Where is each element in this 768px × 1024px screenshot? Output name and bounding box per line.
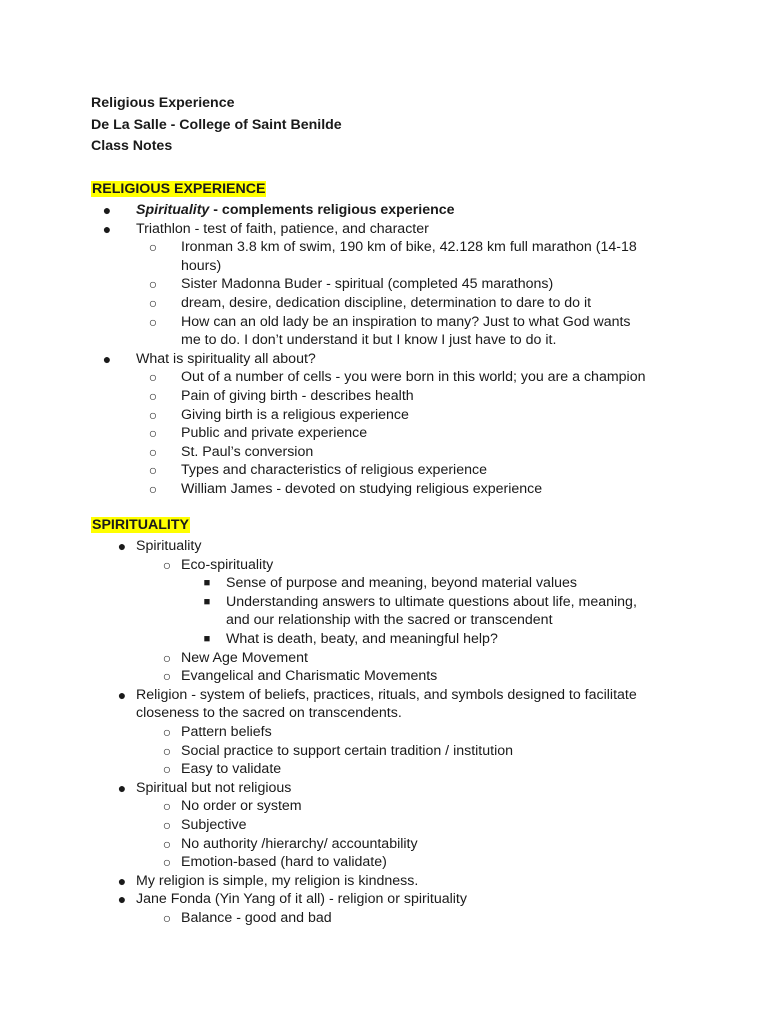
disc-bullet-icon: ● — [102, 220, 112, 237]
list-item: Pattern beliefs — [181, 724, 272, 740]
disc-bullet-icon: ● — [117, 891, 127, 908]
disc-bullet-icon: ● — [117, 779, 127, 796]
circle-bullet-icon: ○ — [162, 742, 172, 759]
list-item-continuation: closeness to the sacred on transcendents. — [136, 705, 402, 722]
circle-bullet-icon: ○ — [162, 556, 172, 573]
list-item: Spirituality — [136, 538, 202, 554]
circle-bullet-icon: ○ — [148, 462, 158, 479]
circle-bullet-icon: ○ — [148, 295, 158, 311]
list-item: Sense of purpose and meaning, beyond material values — [226, 575, 577, 592]
square-bullet-icon: ■ — [203, 577, 211, 590]
list-item: What is death, beaty, and meaningful help? — [226, 631, 498, 647]
list-item: Pain of giving birth - describes health — [181, 388, 414, 404]
disc-bullet-icon: ● — [102, 202, 112, 218]
list-item: Public and private experience — [181, 425, 368, 442]
circle-bullet-icon: ○ — [148, 388, 158, 404]
list-item: How can an old lady be an inspiration to many? Just to what God wants — [181, 313, 631, 330]
list-item: St. Paul’s conversion — [181, 443, 314, 460]
circle-bullet-icon: ○ — [148, 406, 158, 423]
list-item-continuation: and our relationship with the sacred or transcendent — [226, 612, 553, 629]
list-item: Triathlon - test of faith, patience, and character — [136, 220, 429, 237]
list-item: Eco-spirituality — [181, 556, 274, 573]
square-bullet-icon: ■ — [203, 633, 211, 645]
list-item: Types and characteristics of religious experience — [181, 462, 487, 479]
highlighted-heading-text: SPIRITUALITY — [92, 517, 189, 533]
section-heading — [91, 180, 266, 198]
list-item: Understanding answers to ultimate questions about life, meaning, — [226, 593, 637, 610]
list-item: What is spirituality all about? — [136, 350, 316, 367]
circle-bullet-icon: ○ — [162, 835, 172, 852]
circle-bullet-icon: ○ — [148, 481, 158, 497]
list-item: Out of a number of cells - you were born in this world; you are a champion — [181, 369, 646, 386]
list-item: Jane Fonda (Yin Yang of it all) - religion or spirituality — [136, 891, 467, 908]
disc-bullet-icon: ● — [102, 350, 112, 367]
emphasized-term: Spirituality — [136, 202, 210, 218]
disc-bullet-icon: ● — [117, 686, 127, 703]
list-item — [136, 201, 455, 219]
list-item: Giving birth is a religious experience — [181, 406, 409, 423]
circle-bullet-icon: ○ — [148, 369, 158, 386]
doc-title: Religious Experience — [91, 95, 235, 111]
disc-bullet-icon: ● — [117, 538, 127, 554]
disc-bullet-icon: ● — [117, 872, 127, 889]
list-item-continuation: me to do. I don’t understand it but I know I just have to do it. — [181, 332, 557, 349]
list-item: Religion - system of beliefs, practices, rituals, and symbols designed to facilitate — [136, 686, 637, 703]
list-item: Balance - good and bad — [181, 910, 332, 926]
circle-bullet-icon: ○ — [148, 313, 158, 330]
circle-bullet-icon: ○ — [162, 668, 172, 685]
circle-bullet-icon: ○ — [162, 817, 172, 833]
list-item: New Age Movement — [181, 649, 308, 666]
doc-school: De La Salle - College of Saint Benilde — [91, 117, 342, 133]
list-item: No authority /hierarchy/ accountability — [181, 835, 418, 852]
doc-subtitle: Class Notes — [91, 138, 173, 154]
list-item: My religion is simple, my religion is kindness. — [136, 872, 419, 889]
list-item: Social practice to support certain tradition / institution — [181, 742, 513, 759]
list-item-continuation: hours) — [181, 257, 222, 274]
list-item: William James - devoted on studying religious experience — [181, 481, 543, 497]
highlighted-heading-text: RELIGIOUS EXPERIENCE — [92, 181, 266, 197]
circle-bullet-icon: ○ — [148, 443, 158, 460]
circle-bullet-icon: ○ — [148, 276, 158, 293]
list-item: Emotion-based (hard to validate) — [181, 854, 387, 871]
circle-bullet-icon: ○ — [162, 798, 172, 815]
list-item: Spiritual but not religious — [136, 779, 292, 796]
circle-bullet-icon: ○ — [162, 910, 172, 926]
list-item: Easy to validate — [181, 761, 282, 778]
circle-bullet-icon: ○ — [162, 724, 172, 740]
list-item: Subjective — [181, 817, 247, 833]
circle-bullet-icon: ○ — [162, 854, 172, 871]
list-item-text: - complements religious experience — [209, 202, 455, 218]
square-bullet-icon: ■ — [203, 595, 211, 608]
circle-bullet-icon: ○ — [148, 425, 158, 442]
list-item: No order or system — [181, 798, 302, 815]
circle-bullet-icon: ○ — [162, 761, 172, 778]
list-item: Evangelical and Charismatic Movements — [181, 668, 438, 685]
circle-bullet-icon: ○ — [162, 649, 172, 666]
list-item: dream, desire, dedication discipline, determination to dare to do it — [181, 295, 592, 311]
list-item: Sister Madonna Buder - spiritual (completed 45 marathons) — [181, 276, 554, 293]
circle-bullet-icon: ○ — [148, 239, 158, 256]
section-heading — [91, 516, 190, 534]
list-item: Ironman 3.8 km of swim, 190 km of bike, 42.128 km full marathon (14-18 — [181, 239, 637, 256]
